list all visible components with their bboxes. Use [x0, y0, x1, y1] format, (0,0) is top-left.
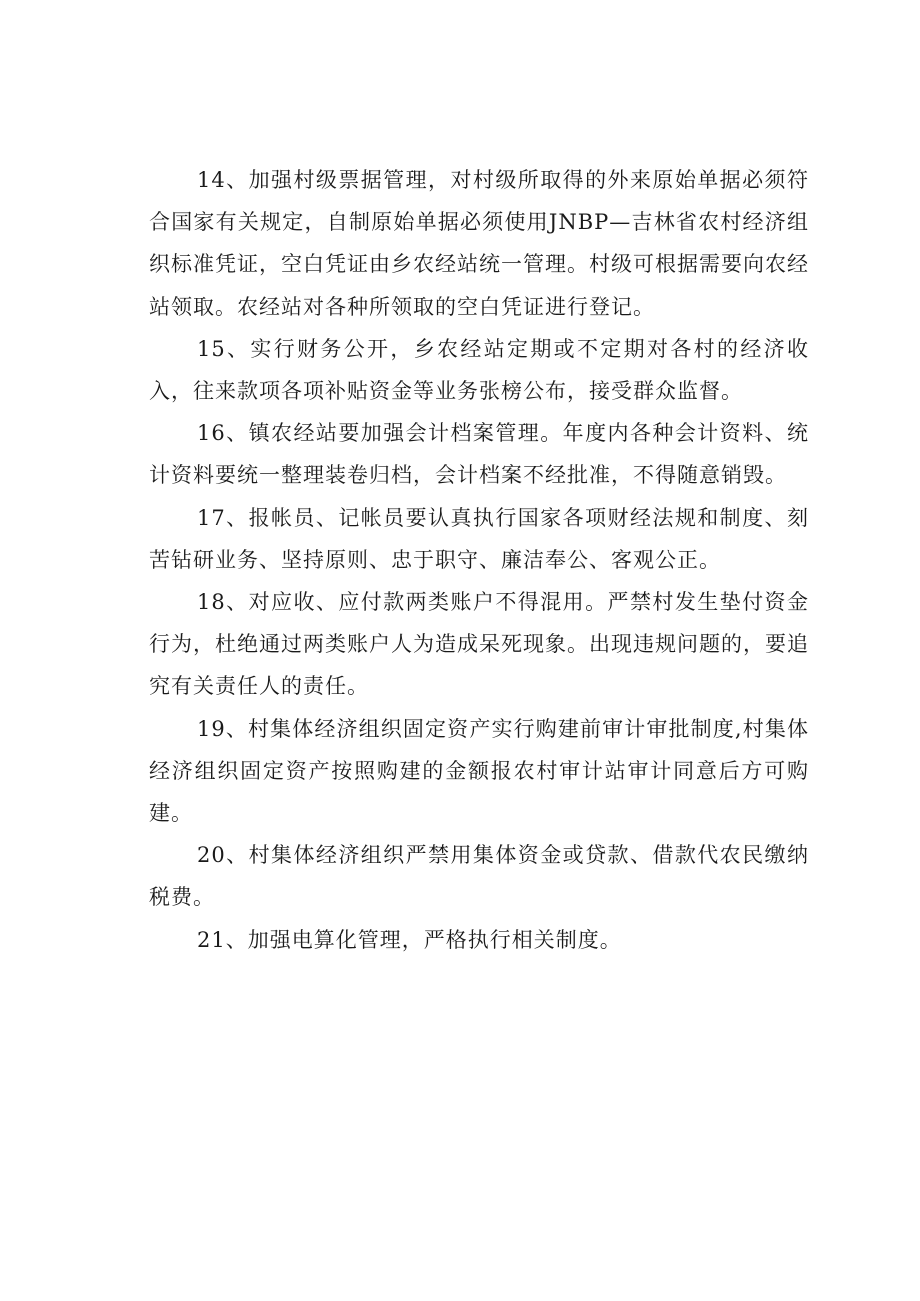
- clause-14: 14、加强村级票据管理，对村级所取得的外来原始单据必须符合国家有关规定，自制原始单据必须使用JNBP—吉林省农村经济组织标准凭证，空白凭证由乡农经站统一管理。村级可根据需要向农经站领取。农经站对各种所领取的空白凭证进行登记。: [149, 168, 809, 319]
- clause-20: 20、村集体经济组织严禁用集体资金或贷款、借款代农民缴纳税费。: [149, 843, 809, 910]
- clause-19: 19、村集体经济组织固定资产实行购建前审计审批制度,村集体经济组织固定资产按照购建的金额报农村审计站审计同意后方可购建。: [149, 716, 809, 826]
- clause-18: 18、对应收、应付款两类账户不得混用。严禁村发生垫付资金行为，杜绝通过两类账户人为造成呆死现象。出现违规问题的，要追究有关责任人的责任。: [149, 590, 809, 699]
- clause-17: 17、报帐员、记帐员要认真执行国家各项财经法规和制度、刻苦钻研业务、坚持原则、忠于职守、廉洁奉公、客观公正。: [149, 505, 809, 572]
- document-body: [149, 159, 809, 961]
- clause-16: 16、镇农经站要加强会计档案管理。年度内各种会计资料、统计资料要统一整理装卷归档，会计档案不经批准，不得随意销毁。: [149, 421, 809, 488]
- clause-21: 21、加强电算化管理，严格执行相关制度。: [197, 927, 622, 952]
- clause-15: 15、实行财务公开，乡农经站定期或不定期对各村的经济收入，往来款项各项补贴资金等业务张榜公布，接受群众监督。: [149, 336, 809, 404]
